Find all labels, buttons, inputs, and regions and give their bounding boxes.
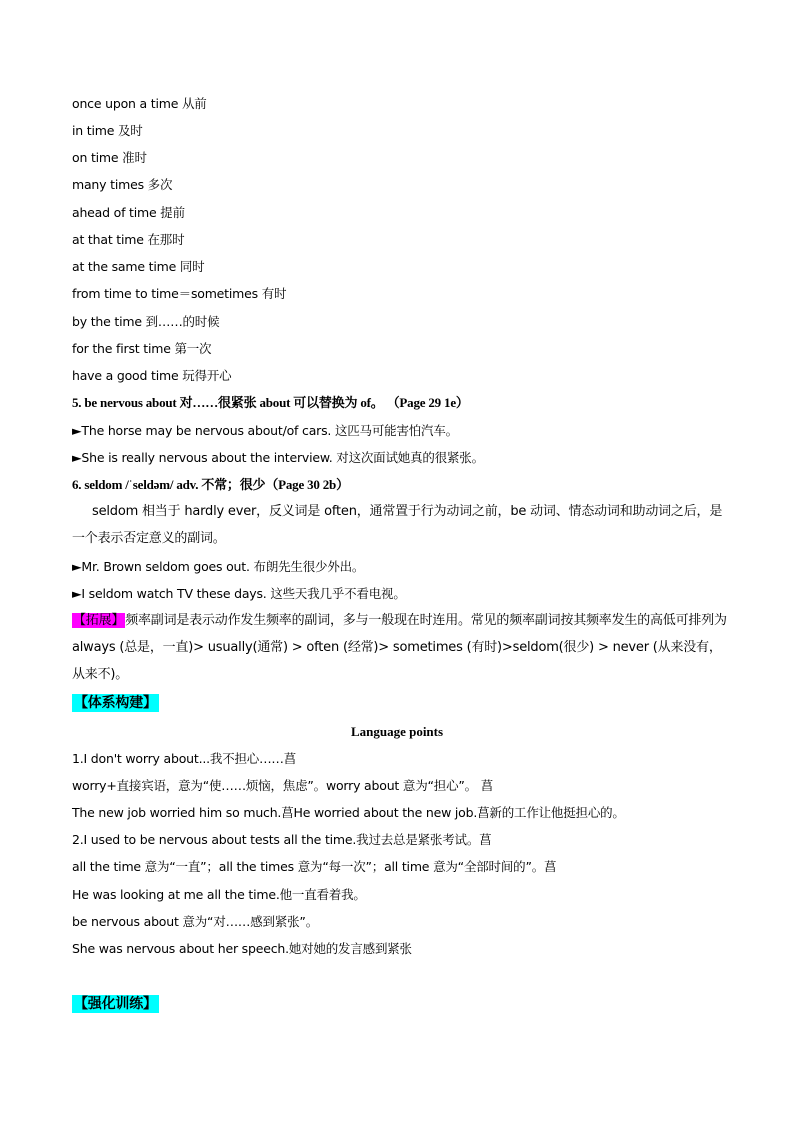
item6-example: ►Mr. Brown seldom goes out. 布朗先生很少外出。 xyxy=(72,559,365,574)
phrase-line: at that time 在那时 xyxy=(72,232,185,247)
item6-example: ►I seldom watch TV these days. 这些天我几乎不看电视。 xyxy=(72,586,406,601)
phrase-line: ahead of time 提前 xyxy=(72,205,185,220)
lp-line: be nervous about 意为“对……感到紧张”。 xyxy=(72,914,318,929)
lp-line: 2.I used to be nervous about tests all the time.我过去总是紧张考试。菖 xyxy=(72,832,492,847)
section-heading xyxy=(72,995,159,1013)
item5-example: ►The horse may be nervous about/of cars. 这匹马可能害怕汽车。 xyxy=(72,423,458,438)
item6-description: seldom 相当于 hardly ever，反义词是 often，通常置于行为动词之前，be 动词、情态动词和助动词之后，是一个表示否定意义的副词。 xyxy=(72,504,723,546)
lp-line: worry+直接宾语，意为“使……烦恼，焦虑”。worry about 意为“担心”。 菖 xyxy=(72,778,494,793)
phrase-line: have a good time 玩得开心 xyxy=(72,368,232,383)
section-practice-tag: 【强化训练】 xyxy=(74,996,157,1012)
item5-heading: 5. be nervous about 对……很紧张 about 可以替换为 of。 （Page 29 1e） xyxy=(72,395,469,410)
lp-line: 1.I don't worry about...我不担心……菖 xyxy=(72,751,296,766)
phrase-line: on time 准时 xyxy=(72,150,147,165)
expand-tag: 【拓展】 xyxy=(73,613,125,628)
lp-line: He was looking at me all the time.他一直看着我。 xyxy=(72,887,366,902)
language-points-title: Language points xyxy=(350,724,444,739)
phrase-line: for the first time 第一次 xyxy=(72,341,212,356)
phrase-line: from time to time＝sometimes 有时 xyxy=(72,286,287,301)
lp-line: The new job worried him so much.菖He worried about the new job.菖新的工作让他挺担心的。 xyxy=(72,805,625,820)
expand-text: 频率副词是表示动作发生频率的副词，多与一般现在时连用。常见的频率副词按其频率发生的高低可排列为 always (总是，一直)> usually(通常) > often (经常)> sometimes (有时)>seldom(很少) > never (从来没有，从来不)。 xyxy=(72,613,727,682)
phrase-line: in time 及时 xyxy=(72,123,143,138)
phrase-line: many times 多次 xyxy=(72,177,173,192)
item6-heading: 6. seldom /ˈseldəm/ adv. 不常；很少（Page 30 2b） xyxy=(72,477,349,492)
section-system-tag: 【体系构建】 xyxy=(74,695,157,711)
section-heading xyxy=(72,694,159,712)
lp-line: She was nervous about her speech.她对她的发言感到紧张 xyxy=(72,941,412,956)
lp-line: all the time 意为“一直”；all the times 意为“每一次”；all time 意为“全部时间的”。菖 xyxy=(72,859,557,874)
item5-example: ►She is really nervous about the interview. 对这次面试她真的很紧张。 xyxy=(72,450,484,465)
phrase-line: once upon a time 从前 xyxy=(72,96,207,111)
phrase-line: at the same time 同时 xyxy=(72,259,205,274)
phrase-line: by the time 到……的时候 xyxy=(72,314,220,329)
expand-paragraph xyxy=(72,607,732,688)
